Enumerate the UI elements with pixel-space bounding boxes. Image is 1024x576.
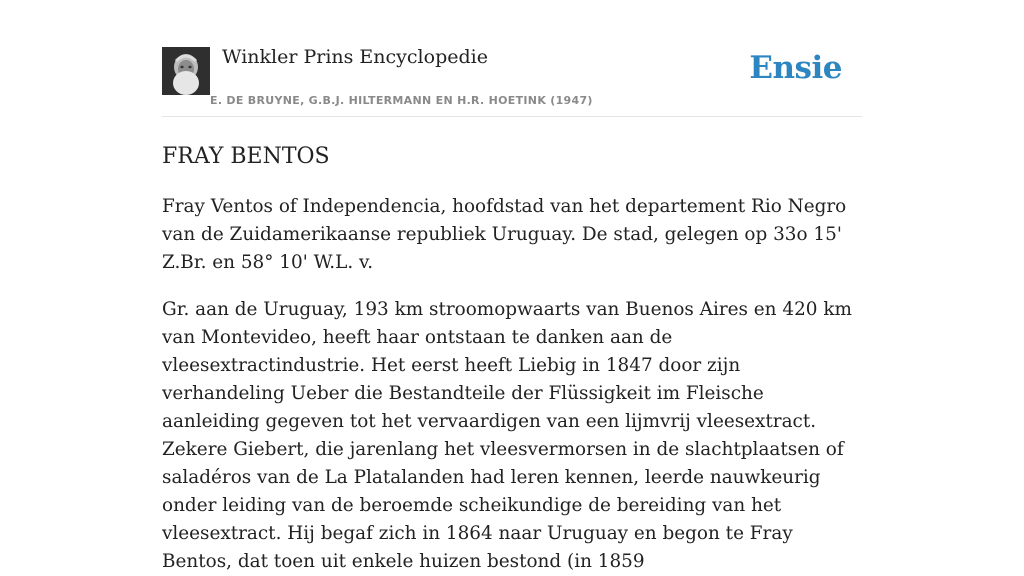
article-paragraph: Fray Ventos of Independencia, hoofdstad van het departement Rio Negro van de Zuidamerikaanse republiek Uruguay. De stad, gelegen op 33o 15' Z.Br. en 58° 10' W.L. v.	[162, 196, 847, 273]
avatar[interactable]	[162, 47, 210, 95]
header	[162, 0, 862, 117]
article-paragraph: Gr. aan de Uruguay, 193 km stroomopwaarts van Buenos Aires en 420 km van Montevideo, heeft haar ontstaan te danken aan de vleesextractindustrie. Het eerst heeft Liebig in 1847 door zijn verhandeling Ueber die Bestandteile der Flüssigkeit im Fleische aanleiding gegeven tot het vervaardigen van een lijmvrij vleesextract. Zekere Giebert, die jarenlang het vleesvermorsen in de slachtplaatsen of saladéros van de La Platalanden had leren kennen, leerde nauwkeurig onder leiding van de beroemde scheikundige de bereiding van het vleesextract. Hij begaf zich in 1864 naar Uruguay en begon te Fray Bentos, dat toen uit enkele huizen bestond (in 1859	[162, 299, 852, 572]
author-portrait-icon	[162, 47, 210, 95]
article-title: FRAY BENTOS	[162, 144, 330, 169]
authors-credit: E. DE BRUYNE, G.B.J. HILTERMANN EN H.R. HOETINK (1947)	[210, 94, 593, 107]
page	[162, 0, 862, 576]
site-title[interactable]: Winkler Prins Encyclopedie	[222, 46, 488, 68]
ensie-logo[interactable]: Ensie	[749, 50, 842, 86]
